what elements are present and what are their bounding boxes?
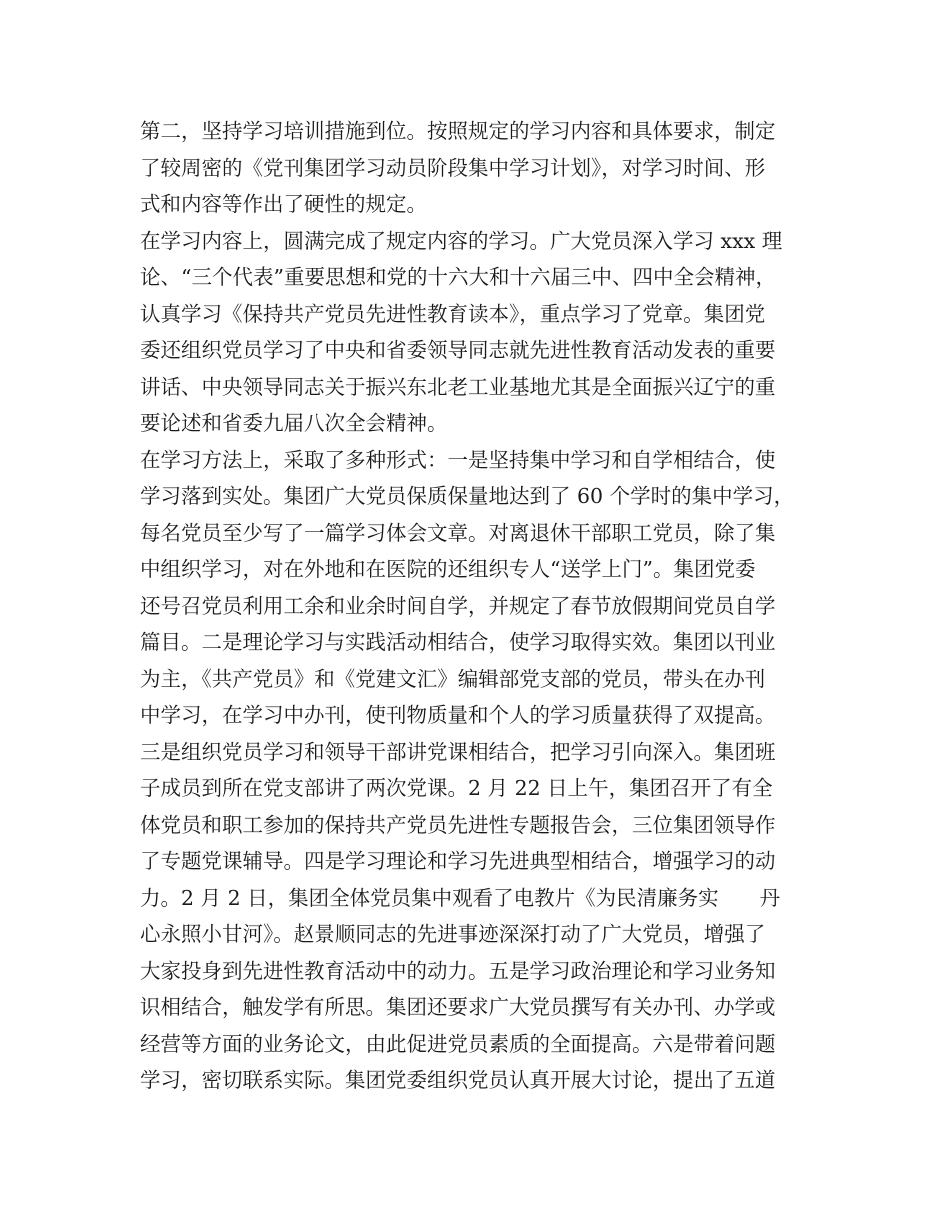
text-line: 大家投身到先进性教育活动中的动力。五是学习政治理论和学习业务知	[140, 958, 776, 983]
text-line: 还号召党员利用工余和业余时间自学，并规定了春节放假期间党员自学	[140, 593, 776, 618]
text-line: 为主，《共产党员》和《党建文汇》编辑部党支部的党员，带头在办刊	[140, 666, 766, 691]
text-line: 每名党员至少写了一篇学习体会文章。对离退休干部职工党员，除了集	[140, 520, 776, 545]
text-line: 学习落到实处。集团广大党员保质保量地达到了 60 个学时的集中学习，	[140, 484, 795, 508]
document-body	[140, 113, 830, 1099]
text-line: 篇目。二是理论学习与实践活动相结合，使学习取得实效。集团以刊业	[140, 630, 776, 654]
text-line: 中组织学习，对在外地和在医院的还组织专人“送学上门”。集团党委	[140, 557, 756, 581]
text-line: 识相结合，触发学有所思。集团还要求广大党员撰写有关办刊、办学或	[140, 995, 776, 1019]
text-line: 了专题党课辅导。四是学习理论和学习先进典型相结合，增强学习的动	[140, 849, 776, 873]
text-line: 子成员到所在党支部讲了两次党课。2 月 22 日上午，集团召开了有全	[140, 776, 773, 800]
text-line: 要论述和省委九届八次全会精神。	[140, 411, 448, 435]
text-line: 体党员和职工参加的保持共产党员先进性专题报告会，三位集团领导作	[140, 812, 776, 837]
text-line: 经营等方面的业务论文，由此促进党员素质的全面提高。六是带着问题	[140, 1031, 776, 1056]
text-line: 式和内容等作出了硬性的规定。	[140, 192, 427, 216]
text-line: 委还组织党员学习了中央和省委领导同志就先进性教育活动发表的重要	[140, 338, 776, 362]
text-line: 讲话、中央领导同志关于振兴东北老工业基地尤其是全面振兴辽宁的重	[140, 374, 776, 399]
text-line: 认真学习《保持共产党员先进性教育读本》，重点学习了党章。集团党	[140, 301, 766, 326]
text-line: 在学习方法上，采取了多种形式：一是坚持集中学习和自学相结合，使	[140, 447, 776, 472]
text-line: 了较周密的《党刊集团学习动员阶段集中学习计划》，对学习时间、形	[140, 155, 766, 180]
text-line: 三是组织党员学习和领导干部讲党课相结合，把学习引向深入。集团班	[140, 739, 776, 764]
text-line: 中学习，在学习中办刊，使刊物质量和个人的学习质量获得了双提高。	[140, 703, 776, 727]
text-line: 心永照小甘河》。赵景顺同志的先进事迹深深打动了广大党员，增强了	[140, 922, 766, 946]
text-line: 在学习内容上，圆满完成了规定内容的学习。广大党员深入学习 xxx 理	[140, 228, 783, 253]
text-line: 力。2 月 2 日，集团全体党员集中观看了电教片《为民清廉务实 丹	[140, 885, 781, 910]
text-line: 学习，密切联系实际。集团党委组织党员认真开展大讨论，提出了五道	[140, 1068, 776, 1092]
text-line: 第二，坚持学习培训措施到位。按照规定的学习内容和具体要求，制定	[140, 119, 776, 143]
text-line: 论、“三个代表”重要思想和党的十六大和十六届三中、四中全会精神，	[140, 265, 776, 289]
